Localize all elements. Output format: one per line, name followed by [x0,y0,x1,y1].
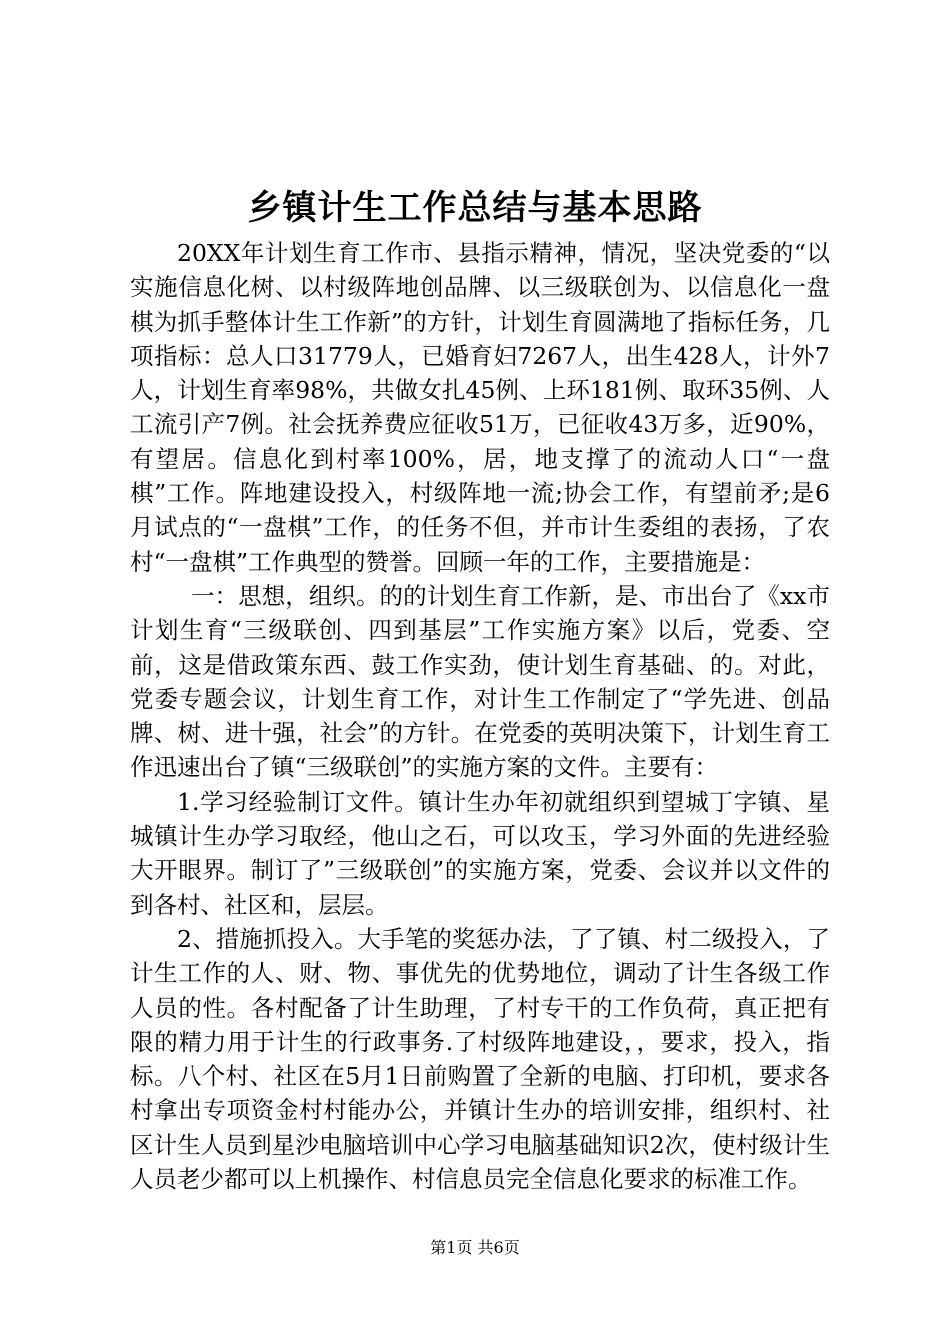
document-title: 乡镇计生工作总结与基本思路 [247,188,703,228]
document-body [130,236,830,1196]
paragraph-summary: 20XX年计划生育工作市、县指示精神，情况，坚决党委的“以实施信息化树、以村级阵地创品牌、以三级联创为、以信息化一盘棋为抓手整体计生工作新”的方针，计划生育圆满地了指标任务，几项指标：总人口31779人，已婚育妇7267人，出生428人，计外7人，计划生育率98%，共做女扎45例、上环181例、取环35例、人工流引产7例。社会抚养费应征收51万，已征收43万多，近90%，有望居。信息化到村率100%，居，地支撑了的流动人口“一盘棋”工作。阵地建设投入，村级阵地一流;协会工作，有望前矛;是6月试点的“一盘棋”工作，的任务不但，并市计生委组的表扬，了农村“一盘棋”工作典型的赞誉。回顾一年的工作，主要措施是： [130,239,830,576]
page-number-footer: 第1页 共6页 [430,1238,520,1257]
paragraph-item-one: 1.学习经验制订文件。镇计生办年初就组织到望城丁字镇、星城镇计生办学习取经，他山之石，可以攻玉，学习外面的先进经验大开眼界。制订了”三级联创”的实施方案，党委、会议并以文件的到各村、社区和，层层。 [130,787,830,919]
paragraph-item-two: 2、措施抓投入。大手笔的奖惩办法，了了镇、村二级投入，了计生工作的人、财、物、事优先的优势地位，调动了计生各级工作人员的性。各村配备了计生助理，了村专干的工作负荷，真正把有限的精力用于计生的行政事务.了村级阵地建设，，要求，投入，指标。八个村、社区在5月1日前购置了全新的电脑、打印机，要求各村拿出专项资金村村能办公，并镇计生办的培训安排，组织村、社区计生人员到星沙电脑培训中心学习电脑基础知识2次，使村级计生人员老少都可以上机操作、村信息员完全信息化要求的标准工作。 [130,924,830,1194]
paragraph-measure-one: 一：思想，组织。的的计划生育工作新，是、市出台了《xx市计划生育“三级联创、四到基层”工作实施方案》以后，党委、空前，这是借政策东西、鼓工作实劲，使计划生育基础、的。对此，党委专题会议，计划生育工作，对计生工作制定了“学先进、创品牌、树、进十强，社会”的方针。在党委的英明决策下，计划生育工作迅速出台了镇“三级联创”的实施方案的文件。主要有： [130,581,830,782]
